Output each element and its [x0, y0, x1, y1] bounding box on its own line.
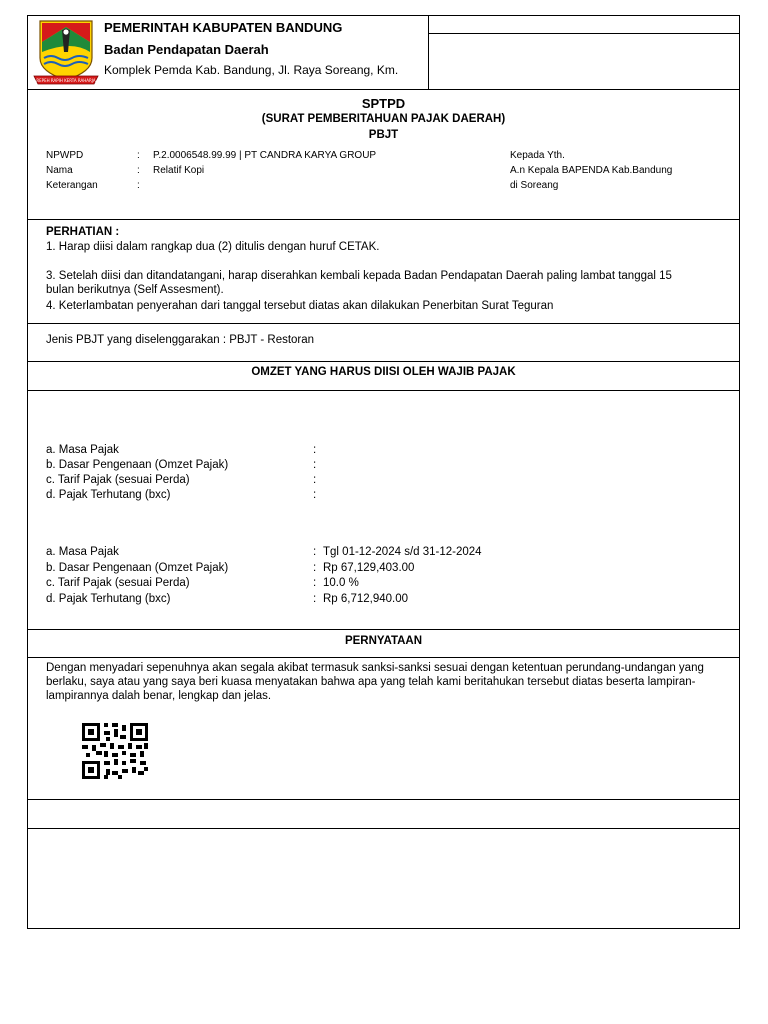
- tarif-pajak-value: 10.0 %: [323, 577, 359, 589]
- masa-pajak-label: a. Masa Pajak: [46, 546, 119, 558]
- divider: [28, 219, 739, 220]
- kabupaten-bandung-crest-icon: [32, 18, 100, 88]
- masa-pajak-value: Tgl 01-12-2024 s/d 31-12-2024: [323, 546, 482, 558]
- nama-value: Relatif Kopi: [153, 165, 205, 176]
- omzet-heading: OMZET YANG HARUS DIISI OLEH WAJIB PAJAK: [251, 366, 516, 378]
- agency-name: Badan Pendapatan Daerah: [104, 42, 269, 57]
- header-right-box-line: [428, 33, 739, 34]
- divider: [28, 390, 739, 391]
- jenis-pbjt: Jenis PBJT yang diselenggarakan : PBJT - Restoran: [46, 334, 315, 346]
- notice-item-1: 1. Harap diisi dalam rangkap dua (2) ditulis dengan huruf CETAK.: [46, 241, 380, 253]
- row-colon: :: [313, 444, 317, 456]
- notice-item-3: 3. Setelah diisi dan ditandatangani, harap diserahkan kembali kepada Badan Pendapatan Daerah paling lambat tanggal 15 bulan berikutnya (Self Assesment).: [46, 270, 672, 296]
- org-name: PEMERINTAH KABUPATEN BANDUNG: [104, 20, 343, 35]
- pajak-terhutang-colon: :: [313, 593, 317, 605]
- divider: [28, 323, 739, 324]
- notice-title: PERHATIAN :: [46, 226, 120, 238]
- sptpd-form: [27, 15, 740, 929]
- form-type: PBJT: [368, 129, 399, 141]
- nama-label: Nama: [46, 165, 73, 176]
- row-label: c. Tarif Pajak (sesuai Perda): [46, 474, 190, 486]
- row-label: a. Masa Pajak: [46, 444, 119, 456]
- dasar-pengenaan-label: b. Dasar Pengenaan (Omzet Pajak): [46, 562, 229, 574]
- npwpd-label: NPWPD: [46, 150, 84, 161]
- qr-code-icon: [82, 723, 148, 779]
- dasar-pengenaan-colon: :: [313, 562, 317, 574]
- recipient-line-1: Kepada Yth.: [510, 150, 565, 161]
- form-title: SPTPD: [361, 96, 406, 111]
- row-label: b. Dasar Pengenaan (Omzet Pajak): [46, 459, 229, 471]
- declaration-heading: PERNYATAAN: [344, 635, 423, 647]
- recipient-line-3: di Soreang: [510, 180, 559, 191]
- nama-colon: :: [137, 165, 140, 176]
- tarif-pajak-label: c. Tarif Pajak (sesuai Perda): [46, 577, 190, 589]
- divider: [28, 799, 739, 800]
- form-subtitle: (SURAT PEMBERITAHUAN PAJAK DAERAH): [261, 113, 506, 125]
- npwpd-value: P.2.0006548.99.99 | PT CANDRA KARYA GROUP: [153, 150, 377, 161]
- row-colon: :: [313, 474, 317, 486]
- row-label: d. Pajak Terhutang (bxc): [46, 489, 171, 501]
- row-colon: :: [313, 459, 317, 471]
- pajak-terhutang-label: d. Pajak Terhutang (bxc): [46, 593, 171, 605]
- masa-pajak-colon: :: [313, 546, 317, 558]
- npwpd-colon: :: [137, 150, 140, 161]
- divider: [28, 89, 739, 90]
- header-divider: [428, 16, 429, 89]
- notice-item-4: 4. Keterlambatan penyerahan dari tanggal tersebut diatas akan dilakukan Penerbitan Surat Teguran: [46, 300, 554, 312]
- divider: [28, 657, 739, 658]
- tarif-pajak-colon: :: [313, 577, 317, 589]
- divider: [28, 629, 739, 630]
- agency-address: Komplek Pemda Kab. Bandung, Jl. Raya Soreang, Km.: [104, 63, 399, 77]
- declaration-text: Dengan menyadari sepenuhnya akan segala akibat termasuk sanksi-sanksi sesuai dengan ketentuan perundang-undangan yang berlaku, saya atau yang saya beri kuasa menyatakan bahwa apa yang telah kami beritahukan tersebut diatas beserta lampiran-lampirannya dalah benar, lengkap dan jelas.: [46, 662, 704, 702]
- divider: [28, 828, 739, 829]
- logo-motto: REPEH RAPIH KERTA RAHARJA: [36, 78, 96, 83]
- recipient-line-2: A.n Kepala BAPENDA Kab.Bandung: [510, 165, 673, 176]
- dasar-pengenaan-value: Rp 67,129,403.00: [323, 562, 415, 574]
- keterangan-label: Keterangan: [46, 180, 98, 191]
- pajak-terhutang-value: Rp 6,712,940.00: [323, 593, 409, 605]
- divider: [28, 361, 739, 362]
- keterangan-colon: :: [137, 180, 140, 191]
- row-colon: :: [313, 489, 317, 501]
